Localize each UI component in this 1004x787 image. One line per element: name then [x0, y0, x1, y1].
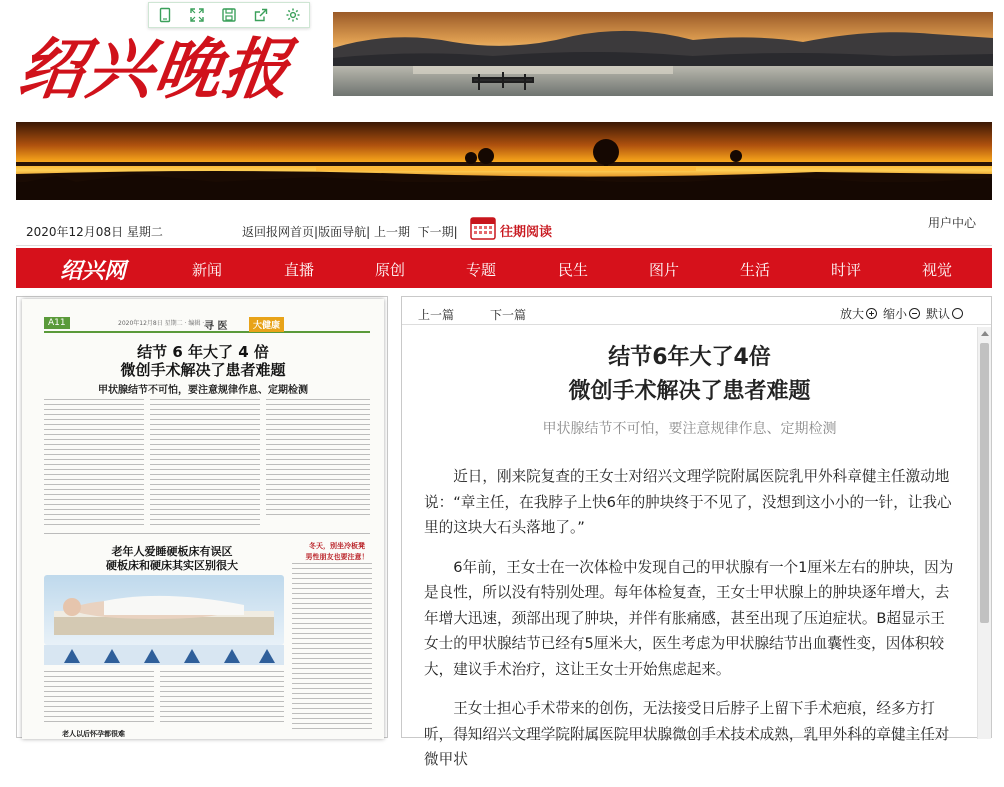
expand-icon[interactable]: [186, 5, 208, 25]
page-dateline: 2020年12月8日 星期二 · 编辑 ·: [118, 320, 205, 327]
section-nav-link[interactable]: 版面导航: [318, 225, 367, 239]
scroll-thumb[interactable]: [980, 343, 989, 623]
zoom-reset-button[interactable]: [926, 305, 963, 322]
link-separator: |: [453, 225, 458, 239]
bed-illustration: [44, 575, 284, 645]
page-story2-headline[interactable]: [72, 545, 272, 573]
page-story-subtitle: 甲状腺结节不可怕，要注意规律作息、定期检测: [98, 385, 308, 396]
user-center-link[interactable]: 用户中心: [927, 216, 976, 230]
page-story3-headline-line2: 男性朋友也要注意！: [305, 553, 369, 561]
tablet-icon[interactable]: [154, 5, 176, 25]
article-subtitle: 甲状腺结节不可怕，要注意规律作息、定期检测: [542, 421, 837, 437]
zoom-out-button[interactable]: [883, 305, 920, 322]
link-separator: |: [314, 225, 319, 239]
prev-article-link[interactable]: 上一篇: [418, 308, 455, 322]
page-story-headline-line1: 结节 6 年大了 4 倍: [137, 343, 269, 361]
nav-item-live[interactable]: 直播: [284, 261, 315, 279]
page-story-headline[interactable]: [22, 343, 384, 379]
article-body: [424, 464, 956, 787]
text-column: [44, 671, 154, 725]
zoom-controls: [840, 305, 963, 322]
page-story2-headline-line1: 老年人爱睡硬板床有误区: [111, 545, 233, 558]
zoom-reset-label: 默认: [925, 307, 950, 321]
article-title-line1: 结节6年大了4倍: [608, 345, 771, 370]
article-paragraph: 王女士担心手术带来的创伤，无法接受日后脖子上留下手术疤痕，经多方打听，得知绍兴文理学院附属医院甲状腺微创手术技术成熟，乳甲外科的章健主任对微甲状: [424, 700, 950, 768]
zoom-in-button[interactable]: [840, 305, 877, 322]
text-column: [266, 399, 370, 519]
article-scrollbar[interactable]: [977, 327, 991, 739]
home-link[interactable]: 返回报网首页: [242, 225, 315, 239]
page-tag: 大健康: [249, 317, 284, 332]
text-column: [160, 671, 284, 725]
issue-navigation: [242, 223, 458, 240]
page-story-headline-line2: 微创手术解决了患者难题: [120, 361, 286, 379]
archive-link[interactable]: 往期阅读: [500, 225, 553, 240]
save-icon[interactable]: [218, 5, 240, 25]
nav-item-visual[interactable]: 视觉: [922, 261, 953, 279]
issue-date: 2020年12月08日 星期二: [26, 225, 163, 239]
nav-item-life[interactable]: 生活: [740, 261, 771, 279]
settings-icon[interactable]: [282, 5, 304, 25]
zoom-in-label: 放大: [839, 307, 864, 321]
article-title: [402, 341, 977, 409]
article-toolbar: [402, 297, 991, 325]
page-story2-headline-line2: 硬板床和硬床其实区别很大: [106, 559, 238, 572]
zoom-out-label: 缩小: [882, 307, 907, 321]
floating-toolbar: [148, 2, 310, 28]
nav-item-news[interactable]: 新闻: [192, 261, 223, 279]
nav-item-photos[interactable]: 图片: [649, 261, 680, 279]
nav-item-original[interactable]: 原创: [375, 261, 406, 279]
next-issue-link[interactable]: 下一期: [417, 225, 454, 239]
page-header: [44, 317, 370, 333]
header-landscape-photo: [333, 12, 993, 96]
article-paragraph: 近日，刚来院复查的王女士对绍兴文理学院附属医院乳甲外科章健主任激动地说：“章主任，在我脖子上快6年的肿块终于不见了，没想到这小小的一针，让我心里的这块大石头落地了。”: [424, 468, 952, 536]
page-story3-headline-line1: 冬天，别坐冷板凳: [309, 542, 365, 550]
banner-sunset-photo: [16, 122, 992, 200]
link-separator: |: [366, 225, 371, 239]
article-title-line2: 微创手术解决了患者难题: [568, 379, 811, 404]
zoom-in-icon: [866, 308, 877, 319]
article-paragraph: 6年前，王女士在一次体检中发现自己的甲状腺有一个1厘米左右的肿块，因为是良性，所以没有特别处理。每年体检复查，王女士甲状腺上的肿块逐年增大，去年增大迅速，颈部出现了肿块，并伴有胀痛感，甚至出现了压迫症状。B超显示王女士的甲状腺结节已经有5厘米大，医生考虑为甲状腺结节出血囊性变，因体积较大，建议手术治疗，这让王女士开始焦虑起来。: [424, 558, 954, 678]
support-arrows-graphic: [44, 645, 284, 665]
nav-item-commentary[interactable]: 时评: [831, 261, 862, 279]
newspaper-logo: 绍兴晚报: [13, 30, 297, 108]
main-nav-bar: [16, 248, 992, 288]
zoom-out-icon: [909, 308, 920, 319]
text-column: [44, 399, 144, 529]
text-column: [292, 563, 372, 733]
text-column: [150, 399, 260, 529]
newspaper-page-pane: [16, 296, 388, 738]
page-number: A11: [44, 317, 70, 329]
divider: [44, 533, 370, 534]
prev-issue-link[interactable]: 上一期: [373, 225, 410, 239]
page-section: 寻 医: [204, 321, 228, 332]
next-article-link[interactable]: 下一篇: [490, 308, 527, 322]
page-story4-headline[interactable]: 老人以后怀孕都很难: [62, 730, 125, 738]
newspaper-page-image[interactable]: [22, 299, 384, 739]
radio-circle-icon: [952, 308, 963, 319]
article-pane: [401, 296, 992, 768]
site-logo[interactable]: 绍兴网: [60, 258, 127, 284]
calendar-icon[interactable]: [470, 216, 496, 240]
nav-item-livelihood[interactable]: 民生: [558, 261, 589, 279]
scroll-up-arrow-icon[interactable]: [981, 331, 989, 336]
page-story3-headline[interactable]: [292, 541, 382, 563]
info-row: [16, 212, 992, 246]
share-icon[interactable]: [250, 5, 272, 25]
nav-item-topics[interactable]: 专题: [466, 261, 497, 279]
